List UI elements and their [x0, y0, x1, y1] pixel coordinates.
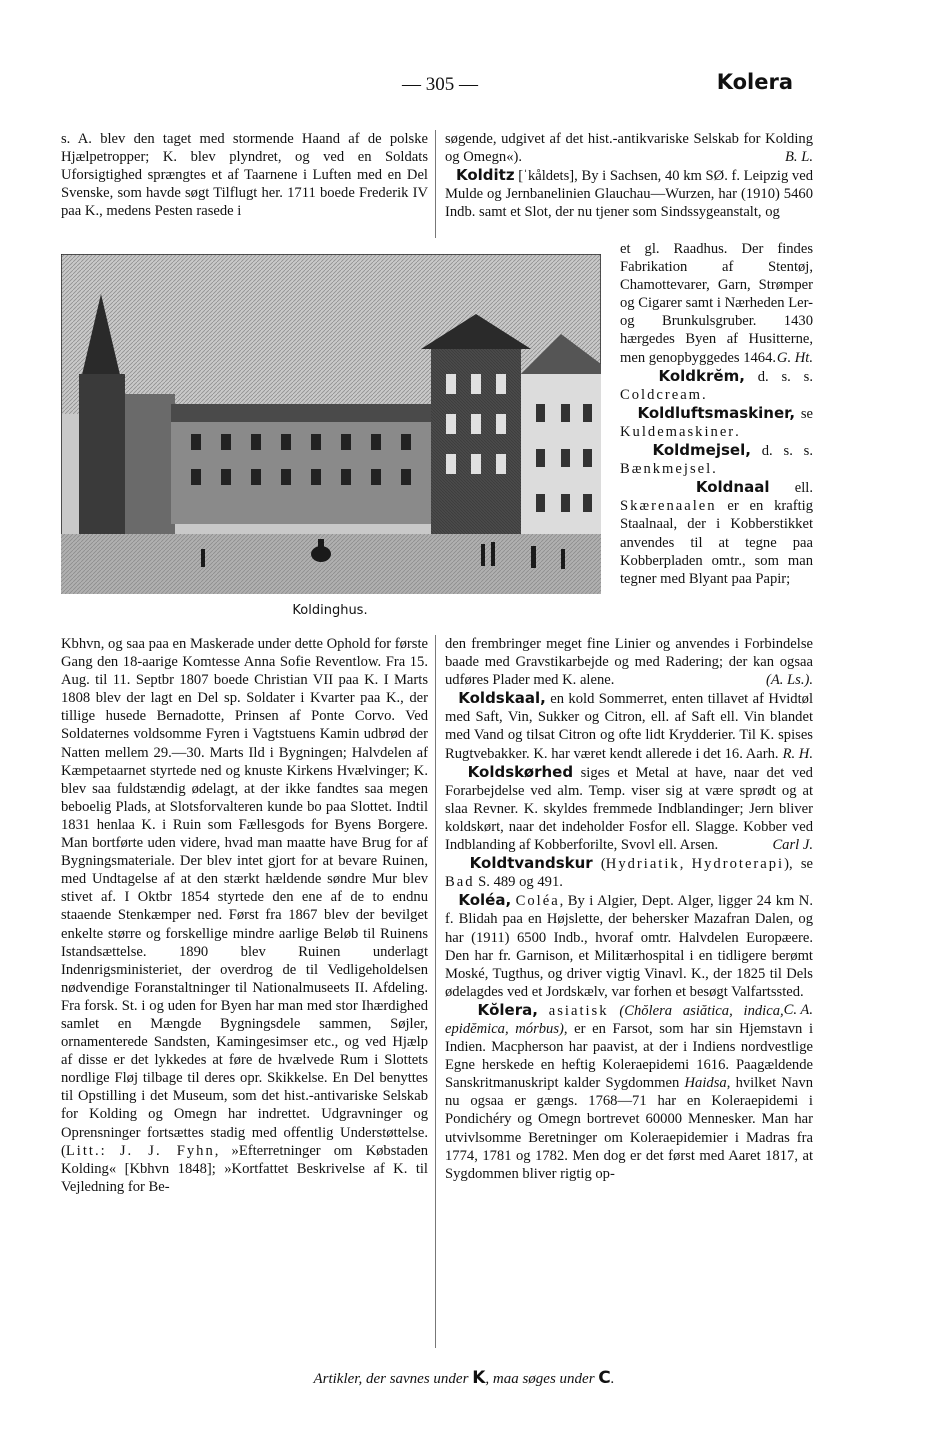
koldinghus-illustration	[61, 254, 601, 594]
left-column-top	[61, 130, 428, 220]
entry-koldnaal: Koldnaal ell. Skærenaalen er en kraftig Staalnaal, der i Kobberstikket anvendes til at tegne paa Kobberpladen omtr., som man tegner med Blyant paa Papir;	[620, 478, 813, 587]
entry-kolditz-cont: et gl. Raadhus. Der findes Fabrikation af Stentøj, Chamottevarer, Garn, Strømper og Cigarer samt i Nærheden Ler- og Brunkulsgruber. 1430 hærgedes Byen af Husitterne, men genopbyggedes 1464. G. Ht.	[620, 241, 814, 366]
entry-koldskaal: Koldskaal, en kold Sommerret, enten tillavet af Hvidtøl med Saft, Vin, Sukker og Citron, ell. af Saft ell. Vin blandet med Vand og tilsat Citron og ofte lidt Krydderier. Til K. spises Rugtvebakker. K. har været kendt allerede i det 16. Aarh. R. H.	[445, 689, 814, 762]
column-rule-top	[435, 130, 436, 238]
right-column-top	[445, 130, 813, 221]
entry-kolditz: Kolditz [ˈkåldets], By i Sachsen, 40 km SØ. f. Leipzig ved Mulde og Jernbanelinien Glauchau—Wurzen, har (1910) 5460 Indb. samt et Slot, der nu tjener som Sindssygeanstalt, og	[445, 166, 813, 221]
column-rule-bottom	[435, 635, 436, 1348]
entry-continuation: søgende, udgivet af det hist.-antikvariske Selskab for Kolding og Omegn«). B. L.	[445, 131, 813, 166]
entry-kolera: Kŏlera, asiatisk (Chŏlera asiătica, indica, epidĕmica, mórbus), er en Farsot, som har sin Hjemstavn i Indien. Macpherson har paavist, at der i Indiens nordvestlige Egne herskede en heftig Koleraepidemi 1616. Paagældende Sanskritmanuskript kalder Sygdommen Haidsa, hvilket Navn nu ogsaa er gængs. 1768—71 har en Koleraepidemi i Pondichéry og Omegn bortrevet 60000 Mennesker. Man har utvivlsomme Beretninger om Koleraepidemier i Madras fra 1774, 1781 og 1782. Men dog er det først med Aaret 1817, at Sygdommen bliver rigtig op-	[445, 1000, 813, 1182]
entry-koldluftsmaskiner: Koldluftsmaskiner, se Kuldemaskiner.	[620, 403, 813, 440]
paragraph: Kbhvn, og saa paa en Maskerade under dette Ophold for første Gang den 18-aarige Komtesse Anna Sofie Reventlow. Fra 15. Aug. til 11. Septbr 1807 boede Christian VII paa K. I Marts 1808 blev der lagt en Del sp. Soldater i Kvarter paa K., der tillige husede Bernadotte, Prinsen af Ponte Corvo. Ved Soldaternes voldsomme Fyren i Vagtstuens Kamin udbrød der Natten mellem 29.—30. Marts Ild i Bygningen; Halvdelen af Kæmpetaarnet styrtede ned og knuste Kirkens Hvælvinger; K. blev saa fuldstændig ødelagt, at der ikke fandtes saa megen beboelig Plads, at Slotsforvalteren kunde bo paa Slottet. Indtil 1831 henlaa K. i Ruin som Fællesgods for Byens Borgere. Man bortførte uden videre, hvad man maatte have Brug for af Bygningsmateriale. Der blev intet gjort for at bevare Ruinen, med Undtagelse af at den stærkt hældende søndre Mur blev stivet af. I Oktbr 1854 styrtede den ene af de to endnu staaende Stenkæmper ned. Først fra 1867 blev der bevilget enkelte større og forskellige mindre aarlige Beløb til Ruinens Istandsættelse. 1890 blev Ruinen underlagt Indenrigsministeriet, der overdrog de til Vedligeholdelsen nødvendige Foranstaltninger til Nationalmuseets II. Afdeling. Fra forsk. St. i og uden for Byen har man med stor Ihærdighed samlet en Mængde Bygningsdele sammen, Søjler, ornamenterede Sandsten, Kamingesimser etc., og ved Hjælp af disse er det lykkedes at føre de hvælvede Rum i Slottets nordlige Fløj tilbage til deres opr. Skikkelse. En Del benyttes til Opstilling i det Museum, som det hist.-antivariske Selskab for Kolding og Omegn har indrettet. Udgravninger og Oprensninger fortsættes stadig med offentlig Understøttelse. (Litt.: J. J. Fyhn, »Efterretninger om Købstaden Kolding« [Kbhvn 1848]; »Kortfattet Beskrivelse af K. til Vejledning for Be-	[61, 636, 428, 1195]
entry-koldmejsel: Koldmejsel, d. s. s. Bænkmejsel.	[620, 441, 813, 478]
figure-caption: Koldinghus.	[292, 603, 368, 618]
entry-kolea: Koléa, Coléa, By i Algier, Dept. Alger, ligger 24 km N. f. Blidah paa en Højslette, der behersker Mazafran Dalen, og har (1911) 6500 Indb., hvoraf omtr. Halvdelen Europæere. Den har fr. Garnison, et Militærhospital i en tidligere berømt Moské, Tugthus, og driver vigtig Vinavl. K., der 1825 til Dels ødelagdes ved et Jordskælv, var forhen et besøgt Valfartssted. C. A.	[445, 891, 813, 1018]
entry-koldtvandskur: Koldtvandskur (Hydriatik, Hydroterapi), se Bad S. 489 og 491.	[445, 854, 813, 891]
right-column-narrow	[620, 240, 813, 588]
footer-note: Artikler, der savnes under K, maa søges under C.	[313, 1368, 615, 1388]
paragraph: s. A. blev den taget med stormende Haand af de polske Hjælpetropper; K. blev plyndret, og ved en Soldats Uforsigtighed sprængtes et af Taarnene i Luften med en Del Svenske, som havde søgt Tilflugt her. 1711 boede Frederik IV paa K., medens Pesten rasede i	[61, 131, 428, 220]
left-column-bottom	[61, 635, 428, 1196]
page-number: — 305 —	[402, 74, 478, 95]
entry-koldskorhed: Koldskørhed siges et Metal at have, naar det ved Forarbejdelse ved alm. Temp. viser sig at være sprødt og at slaa Revner. K. skyldes fremmede Indblandinger; Jern bliver koldskørt, naar det indeholder Fosfor ell. Slagge. Kobber ved Indblanding af Kobberforilte, Svovl ell. Arsen. Carl J.	[445, 762, 813, 854]
entry-koldnaal-end: den frembringer meget fine Linier og anvendes i Forbindelse baade med Gravstikarbejde og med Radering; der kan ogsaa udføres Plader med K. alene. (A. Ls.).	[445, 636, 813, 689]
entry-koldkrem: Koldkrĕm, d. s. s. Coldcream.	[620, 366, 813, 403]
right-column-bottom	[445, 635, 813, 1183]
running-head: Kolera	[716, 70, 793, 94]
